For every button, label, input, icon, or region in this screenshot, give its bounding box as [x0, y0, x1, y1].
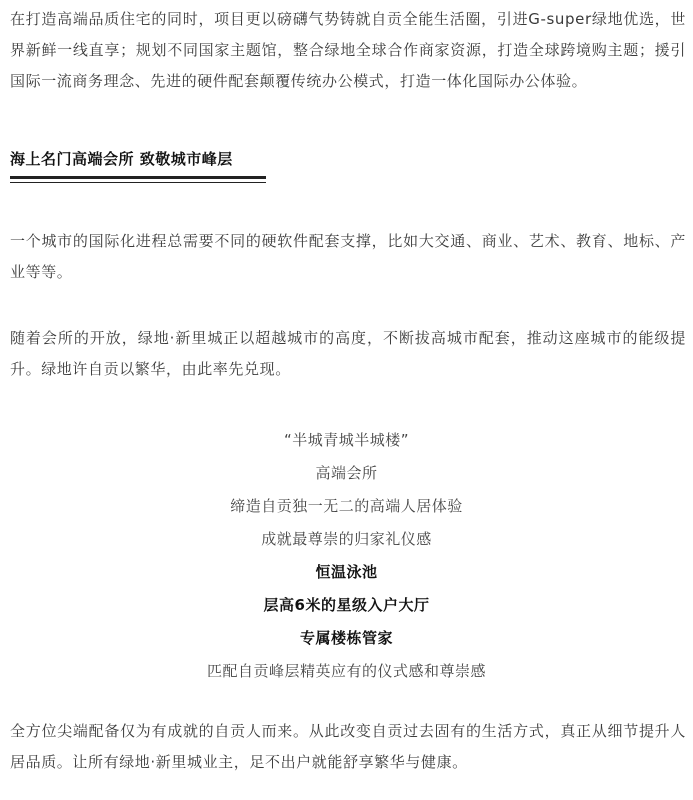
highlight-line: 缔造自贡独一无二的高端人居体验 — [230, 497, 463, 515]
heading-underline-thick — [10, 176, 266, 179]
section-heading — [10, 146, 266, 183]
highlight-line: 匹配自贡峰层精英应有的仪式感和尊崇感 — [206, 662, 486, 680]
highlight-line: 高端会所 — [315, 464, 378, 482]
highlight-line-bold: 专属楼栋管家 — [299, 629, 393, 647]
intro-paragraph: 在打造高端品质住宅的同时，项目更以磅礴气势铸就自贡全能生活圈，引进G-super绿地优选，世界新鲜一线直享；规划不同国家主题馆，整合绿地全球合作商家资源，打造全球跨境购主题；援引国际一流商务理念、先进的硬件配套颠覆传统办公模式，打造一体化国际办公体验。 — [10, 10, 686, 90]
highlight-line: 成就最尊崇的归家礼仪感 — [261, 530, 432, 548]
body-paragraph: 随着会所的开放，绿地·新里城正以超越城市的高度，不断拔高城市配套，推动这座城市的能级提升。绿地许自贡以繁华，由此率先兑现。 — [10, 329, 686, 378]
highlight-list — [0, 424, 693, 688]
heading-underline-thin — [10, 182, 266, 183]
highlight-line: “半城青城半城楼” — [283, 431, 410, 449]
highlight-line-bold: 恒温泳池 — [315, 563, 378, 581]
section-title: 海上名门高端会所 致敬城市峰层 — [10, 150, 233, 168]
closing-paragraph: 全方位尖端配备仅为有成就的自贡人而来。从此改变自贡过去固有的生活方式，真正从细节提升人居品质。让所有绿地·新里城业主，足不出户就能舒享繁华与健康。 — [10, 722, 686, 771]
highlight-line-bold: 层高6米的星级入户大厅 — [263, 596, 430, 614]
body-paragraph: 一个城市的国际化进程总需要不同的硬软件配套支撑，比如大交通、商业、艺术、教育、地标、产业等等。 — [10, 232, 686, 281]
